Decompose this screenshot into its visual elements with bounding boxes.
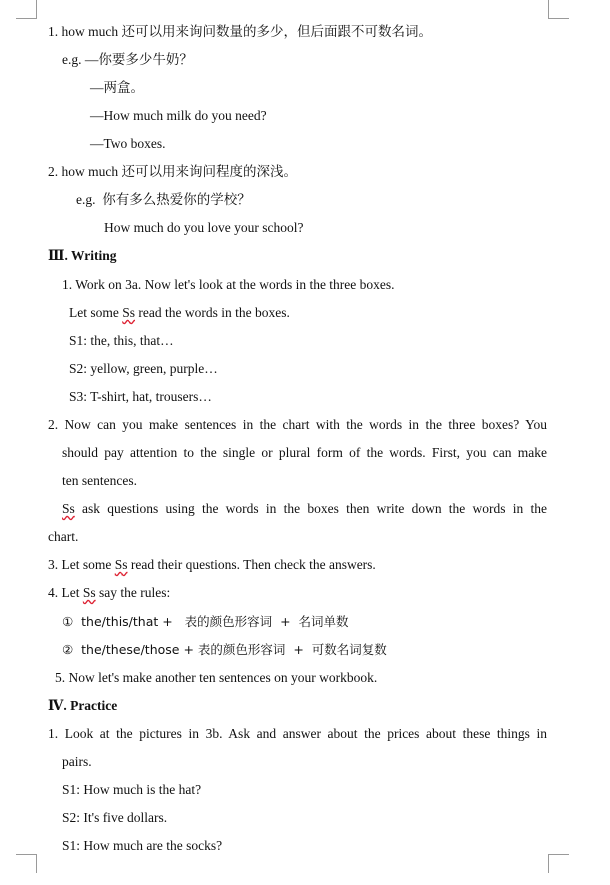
s2-words: S2: yellow, green, purple… [69,361,218,376]
step-read-words: Let some Ss read the words in the boxes. [69,305,290,320]
section-heading-writing: Ⅲ. Writing [48,248,117,263]
spelling-mark-ss: Ss [82,585,96,600]
crop-mark-bottom-right [548,854,569,873]
step-make-sentences-cont: should pay attention to the single or plural form of the words. First, you can make [62,445,547,460]
rule-plural: ② the/these/those + 表的颜色形容词 + 可数名词复数 [62,642,387,657]
dialogue-s1-socks: S1: How much are the socks? [62,838,223,853]
step-ask-questions: Ss ask questions using the words in the boxes then write down the words in the [62,501,547,516]
step-work-on-3a: 1. Work on 3a. Now let's look at the words in the three boxes. [62,277,395,292]
rule-singular: ① the/this/that + 表的颜色形容词 + 名词单数 [62,614,349,629]
example-answer-en: —Two boxes. [90,136,166,151]
practice-look-pictures: 1. Look at the pictures in 3b. Ask and answer about the prices about these things in [48,726,547,741]
s1-words: S1: the, this, that… [69,333,174,348]
eg-label: e.g. [76,192,96,207]
crop-mark-top-right [548,0,569,19]
line-how-much-degree: 2. how much 还可以用来询问程度的深浅。 [48,164,297,179]
s3-words: S3: T-shirt, hat, trousers… [69,389,212,404]
spelling-mark-ss: Ss [122,305,136,320]
step-workbook: 5. Now let's make another ten sentences on your workbook. [55,670,378,685]
example-degree-cn [76,191,251,209]
example-question-en: —How much milk do you need? [90,108,267,123]
step-ask-questions-end: chart. [48,529,79,544]
section-heading-practice: Ⅳ. Practice [48,698,118,713]
spelling-mark-ss: Ss [62,501,75,516]
step-make-sentences: 2. Now can you make sentences in the chart with the words in the three boxes? You [48,417,547,432]
eg-text: 你有多么热爱你的学校？ [102,192,251,207]
crop-mark-top-left [16,0,37,19]
dialogue-s2-price: S2: It's five dollars. [62,810,168,825]
step-make-sentences-end: ten sentences. [62,473,137,488]
step-check-answers: 3. Let some Ss read their questions. Then check the answers. [48,557,376,572]
step-say-rules: 4. Let Ss say the rules: [48,585,171,600]
practice-pairs: pairs. [62,754,92,769]
crop-mark-bottom-left [16,854,37,873]
example-degree-en: How much do you love your school? [104,220,304,235]
dialogue-s1-hat: S1: How much is the hat? [62,782,202,797]
example-question-cn: e.g. —你要多少牛奶？ [62,52,193,67]
example-answer-cn: —两盒。 [90,80,144,95]
line-how-much-quantity: 1. how much 还可以用来询问数量的多少，但后面跟不可数名词。 [48,24,432,39]
spelling-mark-ss: Ss [114,557,128,572]
